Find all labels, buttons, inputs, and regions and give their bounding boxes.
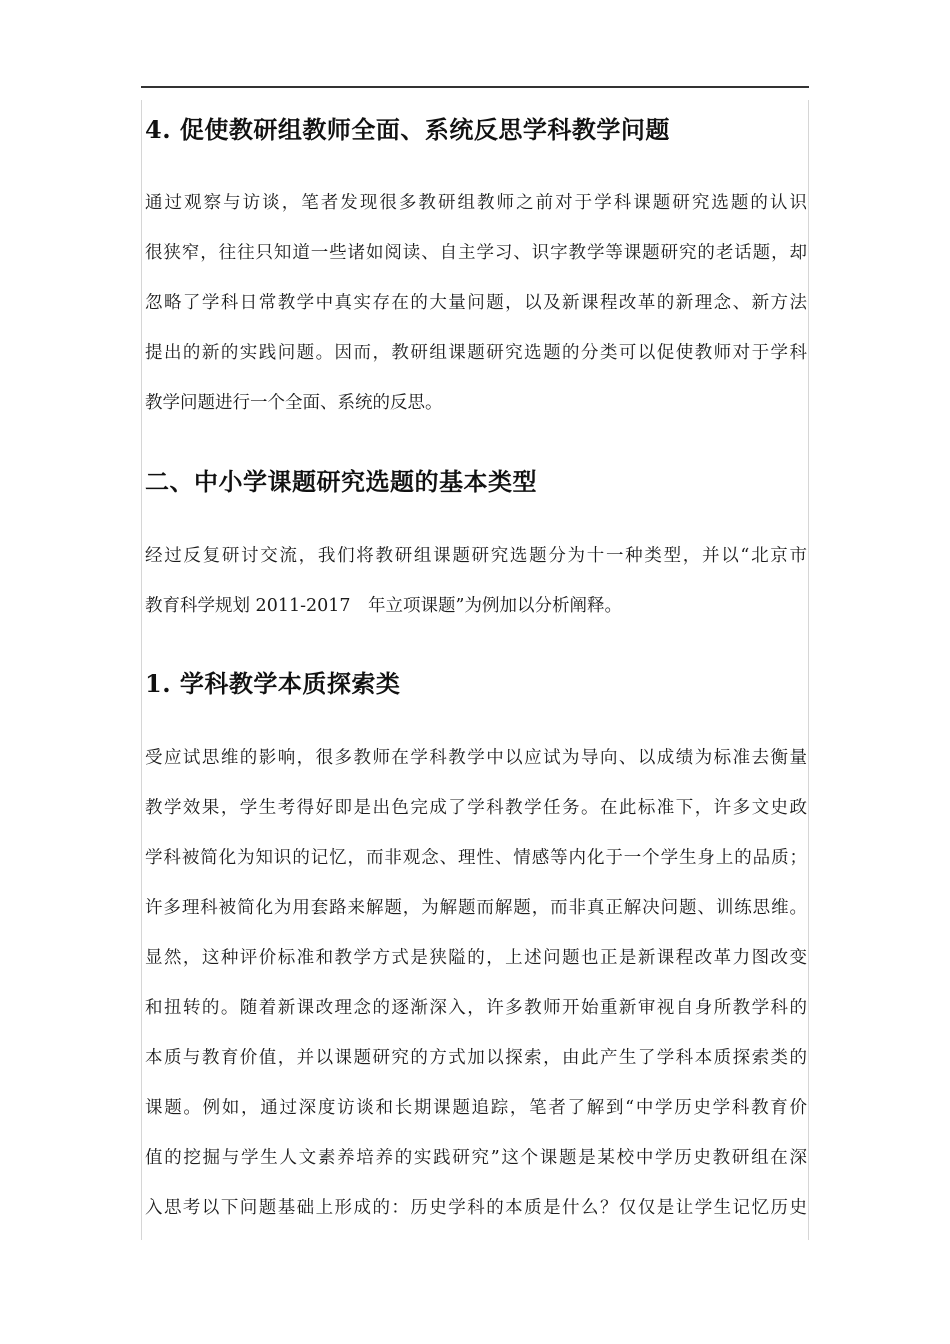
paragraph-line: 很狭窄，往往只知道一些诸如阅读、自主学习、识字教学等课题研究的老话题，却 xyxy=(145,243,807,263)
paragraph-line: 经过反复研讨交流，我们将教研组课题研究选题分为十一种类型，并以“北京市 xyxy=(145,546,807,566)
paragraph-line: 教育科学规划 2011-2017 年立项课题”为例加以分析阐释。 xyxy=(145,596,622,616)
paragraph-line: 本质与教育价值，并以课题研究的方式加以探索，由此产生了学科本质探索类的 xyxy=(145,1048,807,1068)
section-heading-1: 1. 学科教学本质探索类 xyxy=(145,669,401,698)
paragraph-line: 教学问题进行一个全面、系统的反思。 xyxy=(145,393,443,413)
section-heading-4: 4. 促使教研组教师全面、系统反思学科教学问题 xyxy=(145,115,670,144)
left-margin-line xyxy=(141,100,142,1240)
top-rule xyxy=(141,86,809,88)
right-margin-line xyxy=(808,100,809,1240)
paragraph-line: 通过观察与访谈，笔者发现很多教研组教师之前对于学科课题研究选题的认识 xyxy=(145,193,807,213)
paragraph-line: 和扭转的。随着新课改理念的逐渐深入，许多教师开始重新审视自身所教学科的 xyxy=(145,998,807,1018)
paragraph-line: 课题。例如，通过深度访谈和长期课题追踪，笔者了解到“中学历史学科教育价 xyxy=(145,1098,807,1118)
paragraph-line: 忽略了学科日常教学中真实存在的大量问题，以及新课程改革的新理念、新方法 xyxy=(145,293,807,313)
paragraph-line: 提出的新的实践问题。因而，教研组课题研究选题的分类可以促使教师对于学科 xyxy=(145,343,807,363)
section-heading-ii: 二、中小学课题研究选题的基本类型 xyxy=(145,467,537,496)
paragraph-line: 许多理科被简化为用套路来解题，为解题而解题，而非真正解决问题、训练思维。 xyxy=(145,898,807,918)
section-paragraph-4 xyxy=(145,178,807,428)
section-paragraph-ii xyxy=(145,531,807,631)
paragraph-line: 受应试思维的影响，很多教师在学科教学中以应试为导向、以成绩为标准去衡量 xyxy=(145,748,807,768)
paragraph-line: 入思考以下问题基础上形成的：历史学科的本质是什么？仅仅是让学生记忆历史 xyxy=(145,1198,807,1218)
section-paragraph-1 xyxy=(145,733,807,1233)
paragraph-line: 显然，这种评价标准和教学方式是狭隘的，上述问题也正是新课程改革力图改变 xyxy=(145,948,807,968)
paragraph-line: 教学效果，学生考得好即是出色完成了学科教学任务。在此标准下，许多文史政 xyxy=(145,798,807,818)
paragraph-line: 学科被简化为知识的记忆，而非观念、理性、情感等内化于一个学生身上的品质； xyxy=(145,848,807,868)
paragraph-line: 值的挖掘与学生人文素养培养的实践研究”这个课题是某校中学历史教研组在深 xyxy=(145,1148,807,1168)
